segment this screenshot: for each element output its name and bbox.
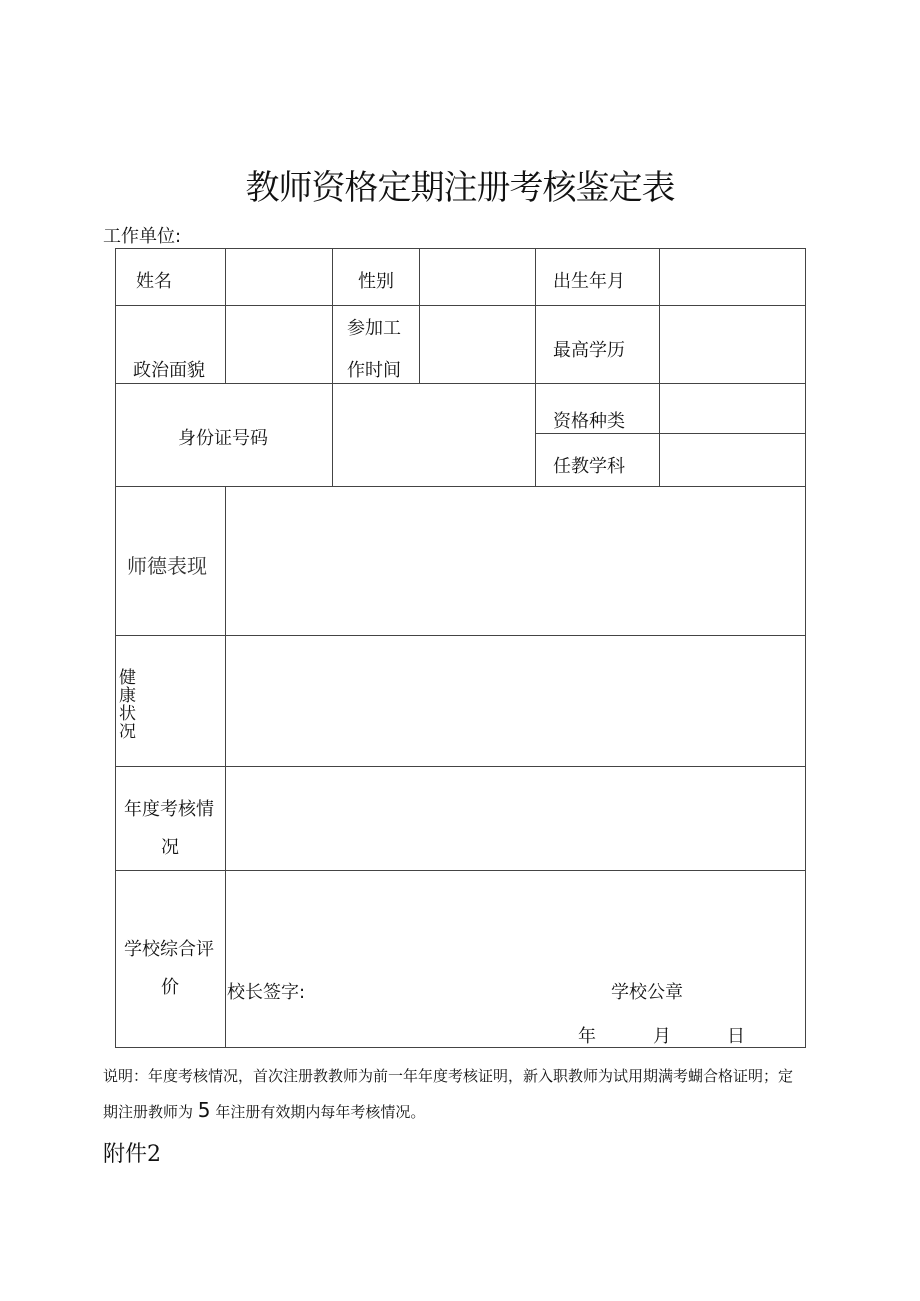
gender-input-cell[interactable]	[420, 249, 536, 306]
birth-label-cell	[536, 249, 660, 306]
subject-input-cell[interactable]	[660, 434, 806, 487]
year-label: 年	[578, 1026, 596, 1047]
school-eval-label-line2: 价	[161, 977, 179, 998]
political-label-cell	[116, 306, 226, 384]
education-label-cell	[536, 306, 660, 384]
political-input-cell[interactable]	[226, 306, 333, 384]
qualification-type-label: 资格种类	[553, 411, 625, 432]
subject-label-cell	[536, 434, 660, 487]
work-time-label-cell	[333, 306, 420, 384]
work-unit-label: 工作单位:	[103, 226, 182, 247]
id-number-label: 身份证号码	[178, 428, 268, 449]
work-time-label-line1: 参加工	[347, 318, 401, 339]
birth-label: 出生年月	[553, 271, 625, 292]
subject-label: 任教学科	[553, 456, 625, 477]
health-input-cell[interactable]	[226, 636, 806, 767]
note-line-2-prefix: 期注册教师为	[103, 1103, 194, 1121]
name-label-cell	[116, 249, 226, 306]
note-line-1: 说明：年度考核情况，首次注册教教师为前一年年度考核证明，新入职教师为试用期满考蝴合格证明；定	[103, 1067, 794, 1085]
political-label: 政治面貌	[133, 360, 205, 381]
health-char: 况	[119, 722, 136, 742]
annual-label-line1: 年度考核情	[124, 799, 214, 820]
evaluation-form-table	[115, 248, 806, 1048]
school-eval-label-line1: 学校综合评	[124, 939, 214, 960]
work-time-input-cell[interactable]	[420, 306, 536, 384]
education-label: 最高学历	[553, 340, 625, 361]
attachment-label: 附件2	[103, 1142, 161, 1167]
note-line-2-number: 5	[197, 1098, 211, 1122]
note-line-2-suffix: 年注册有效期内每年考核情况。	[215, 1103, 426, 1121]
qualification-type-input-cell[interactable]	[660, 384, 806, 434]
education-input-cell[interactable]	[660, 306, 806, 384]
annual-label-cell	[116, 767, 226, 871]
qualification-type-label-cell	[536, 384, 660, 434]
health-label	[119, 669, 139, 741]
health-char: 健	[119, 668, 136, 688]
health-label-cell	[116, 636, 226, 767]
ethics-label-cell	[116, 487, 226, 636]
annual-label-line2: 况	[161, 837, 179, 858]
health-char: 康	[119, 686, 136, 706]
ethics-input-cell[interactable]	[226, 487, 806, 636]
annual-input-cell[interactable]	[226, 767, 806, 871]
school-eval-label-cell	[116, 871, 226, 1048]
day-label: 日	[727, 1026, 745, 1047]
page-title: 教师资格定期注册考核鉴定表	[245, 168, 675, 208]
gender-label-cell	[333, 249, 420, 306]
name-label: 姓名	[136, 271, 172, 292]
id-number-input-cell[interactable]	[333, 384, 536, 487]
school-seal-label: 学校公章	[611, 982, 683, 1003]
id-number-label-cell	[116, 384, 333, 487]
birth-input-cell[interactable]	[660, 249, 806, 306]
name-input-cell[interactable]	[226, 249, 333, 306]
work-time-label-line2: 作时间	[347, 360, 401, 381]
note-line-2	[103, 1098, 425, 1122]
health-char: 状	[119, 704, 136, 724]
gender-label: 性别	[358, 271, 394, 292]
school-eval-input-cell[interactable]	[226, 871, 806, 1048]
principal-sign-label: 校长签字:	[227, 982, 306, 1003]
ethics-label: 师德表现	[127, 554, 207, 578]
month-label: 月	[653, 1026, 671, 1047]
